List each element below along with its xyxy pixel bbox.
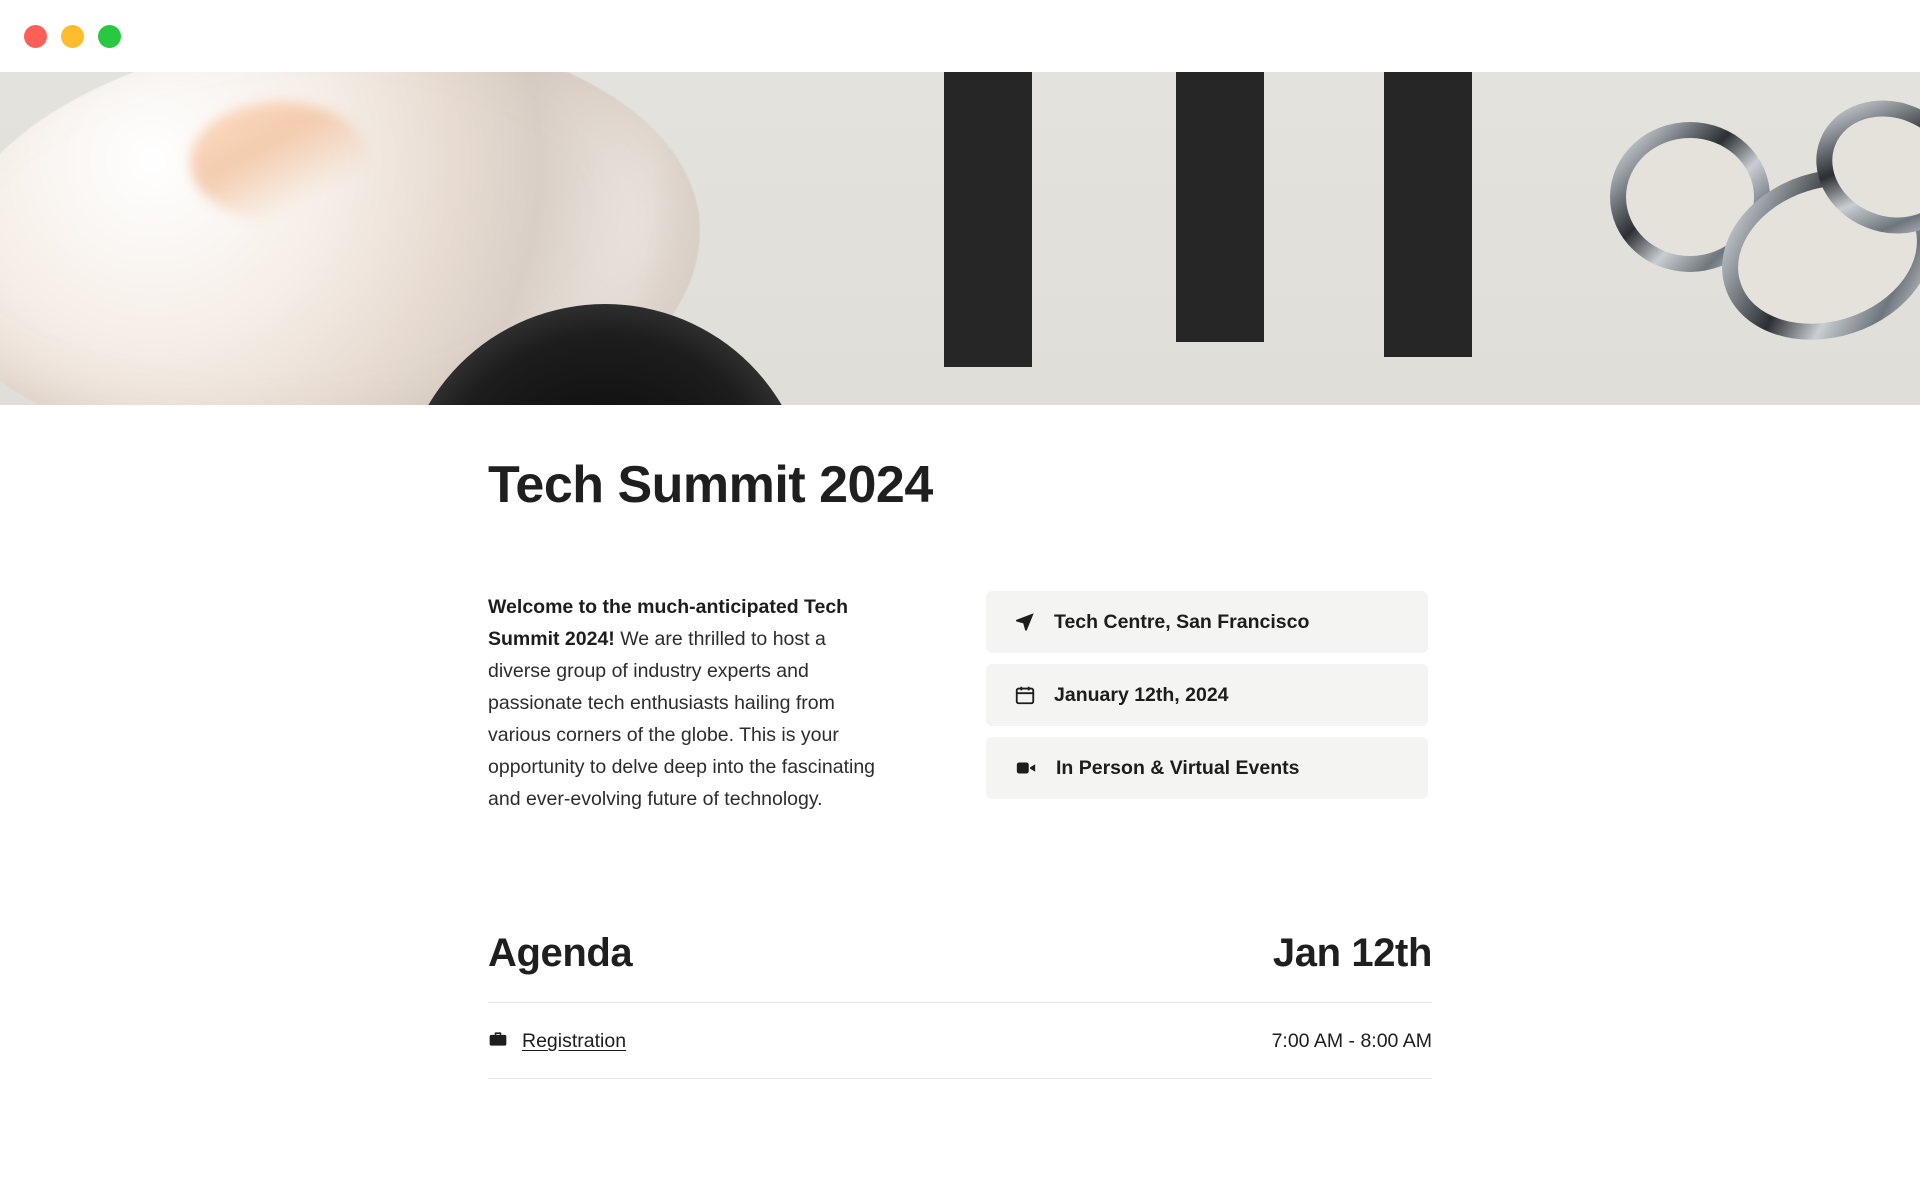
- fact-location[interactable]: [986, 591, 1428, 653]
- agenda-row-time: 7:00 AM - 8:00 AM: [1271, 1030, 1432, 1053]
- fact-date-label: January 12th, 2024: [1054, 683, 1229, 706]
- agenda-row[interactable]: [488, 1003, 1432, 1079]
- agenda-date: Jan 12th: [1272, 931, 1432, 976]
- fact-format[interactable]: [986, 737, 1428, 799]
- briefcase-icon: [488, 1029, 508, 1054]
- fact-date[interactable]: [986, 664, 1428, 726]
- agenda-header: [488, 931, 1432, 1003]
- intro-lead-text: Welcome to the much-anticipated Tech Summit 2024!: [488, 596, 849, 651]
- black-bar-2: [1176, 72, 1264, 342]
- close-window-button[interactable]: [24, 25, 47, 48]
- agenda-row-left: [488, 1029, 626, 1054]
- video-camera-icon: [1014, 757, 1038, 779]
- page-title: Tech Summit 2024: [488, 456, 933, 514]
- event-facts-list: [986, 591, 1428, 815]
- maximize-window-button[interactable]: [98, 25, 121, 48]
- intro-body-text: We are thrilled to host a diverse group of industry experts and passionate tech enthusiasts hailing from various corners of the globe. This is your opportunity to delve deep into the fascinating and ever-evolving future of technology.: [488, 628, 876, 811]
- window-titlebar: [0, 0, 1920, 72]
- calendar-icon: [1014, 684, 1036, 706]
- agenda-heading: Agenda: [488, 931, 633, 976]
- minimize-window-button[interactable]: [61, 25, 84, 48]
- intro-section: [488, 591, 1432, 815]
- black-bar-3: [1384, 72, 1472, 357]
- fact-format-label: In Person & Virtual Events: [1056, 756, 1300, 779]
- fact-location-label: Tech Centre, San Francisco: [1054, 610, 1310, 633]
- agenda-row-label[interactable]: Registration: [522, 1030, 627, 1053]
- chrome-swirl-shape: [1600, 112, 1920, 342]
- black-bar-1: [944, 72, 1032, 367]
- intro-paragraph: [488, 591, 884, 815]
- hero-banner-image: [0, 72, 1920, 405]
- page-content: [0, 457, 1920, 1079]
- location-arrow-icon: [1014, 611, 1036, 633]
